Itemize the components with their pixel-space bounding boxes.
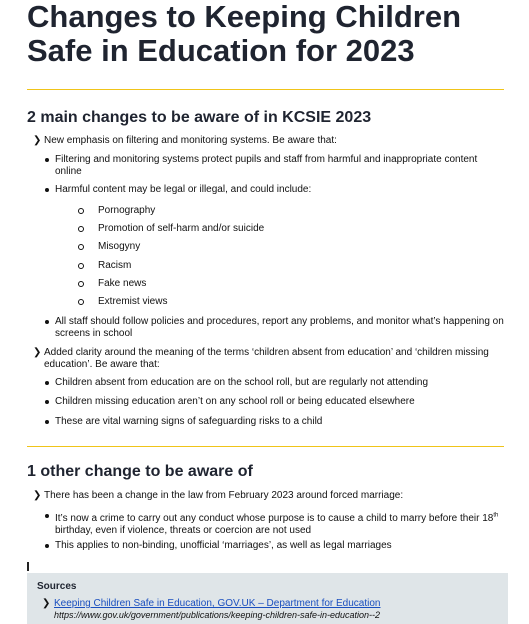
list-item bbox=[33, 347, 504, 371]
section-heading-main-changes: 2 main changes to be aware of in KCSIE 2023 bbox=[27, 109, 372, 126]
bullet-text: Children absent from education are on the school roll, but are regularly not attending bbox=[55, 377, 429, 388]
bullet-icon bbox=[45, 514, 49, 518]
list-item bbox=[33, 135, 504, 147]
bullet-item bbox=[55, 396, 504, 408]
page-title: Changes to Keeping Children Safe in Education for 2023 bbox=[27, 0, 462, 68]
bullet-text: All staff should follow policies and procedures, report any problems, and monitor what’s happening on screens in school bbox=[55, 316, 504, 339]
list-item-text: New emphasis on filtering and monitoring systems. Be aware that: bbox=[44, 135, 337, 146]
list-item bbox=[33, 490, 504, 502]
bullet-icon bbox=[45, 320, 49, 324]
sub-bullet-text: Promotion of self-harm and/or suicide bbox=[98, 223, 265, 234]
sub-bullet-item bbox=[98, 241, 498, 253]
bullet-text: Filtering and monitoring systems protect pupils and staff from harmful and inappropriate content online bbox=[55, 154, 478, 177]
sub-bullet-text: Pornography bbox=[98, 205, 156, 216]
bullet-text: This applies to non-binding, unofficial ‘marriages’, as well as legal marriages bbox=[55, 540, 392, 551]
sub-bullet-item bbox=[98, 223, 498, 235]
bullet-text: Children missing education aren’t on any school roll or being educated elsewhere bbox=[55, 396, 415, 407]
circle-bullet-icon bbox=[78, 263, 84, 269]
sub-bullet-text: Misogyny bbox=[98, 241, 141, 252]
bullet-icon bbox=[45, 544, 49, 548]
source-url: https://www.gov.uk/government/publications/keeping-children-safe-in-education--2 bbox=[54, 610, 381, 620]
divider bbox=[27, 89, 504, 90]
bullet-item bbox=[55, 316, 504, 340]
sub-bullet-text: Fake news bbox=[98, 278, 147, 289]
bullet-item bbox=[55, 510, 504, 537]
bullet-icon bbox=[45, 381, 49, 385]
chevron-right-icon: ❯ bbox=[33, 135, 42, 146]
sub-bullet-item bbox=[98, 260, 498, 272]
section-heading-other-change: 1 other change to be aware of bbox=[27, 463, 253, 480]
circle-bullet-icon bbox=[78, 226, 84, 232]
circle-bullet-icon bbox=[78, 281, 84, 287]
bullet-icon bbox=[45, 400, 49, 404]
bullet-text: It’s now a crime to carry out any conduct whose purpose is to cause a child to marry before their 18th birthday, even if violence, threats or coercion are not used bbox=[55, 513, 499, 537]
list-item-text: There has been a change in the law from February 2023 around forced marriage: bbox=[44, 490, 404, 501]
divider bbox=[27, 446, 504, 447]
chevron-right-icon: ❯ bbox=[42, 598, 51, 609]
sub-bullet-item bbox=[98, 205, 498, 217]
bullet-icon bbox=[45, 188, 49, 192]
bullet-item bbox=[55, 416, 504, 428]
chevron-right-icon: ❯ bbox=[33, 490, 42, 501]
bullet-item bbox=[55, 377, 504, 389]
bullet-item bbox=[55, 184, 504, 196]
sub-bullet-text: Racism bbox=[98, 260, 132, 271]
bullet-text: These are vital warning signs of safeguarding risks to a child bbox=[55, 416, 323, 427]
bullet-icon bbox=[45, 420, 49, 424]
sub-bullet-text: Extremist views bbox=[98, 296, 168, 307]
circle-bullet-icon bbox=[78, 299, 84, 305]
bullet-text: Harmful content may be legal or illegal, and could include: bbox=[55, 184, 312, 195]
text-cursor bbox=[27, 562, 29, 571]
bullet-icon bbox=[45, 158, 49, 162]
source-link[interactable]: Keeping Children Safe in Education, GOV.UK – Department for Education bbox=[54, 598, 381, 609]
circle-bullet-icon bbox=[78, 244, 84, 250]
list-item-text: Added clarity around the meaning of the terms ‘children absent from education’ and ‘children missing education’. Be aware that: bbox=[44, 347, 489, 370]
chevron-right-icon: ❯ bbox=[33, 347, 42, 358]
sources-panel bbox=[27, 573, 508, 624]
sources-label: Sources bbox=[37, 581, 77, 592]
sub-bullet-item bbox=[98, 296, 498, 308]
bullet-item bbox=[55, 540, 504, 552]
bullet-item bbox=[55, 154, 504, 178]
sub-bullet-item bbox=[98, 278, 498, 290]
circle-bullet-icon bbox=[78, 208, 84, 214]
